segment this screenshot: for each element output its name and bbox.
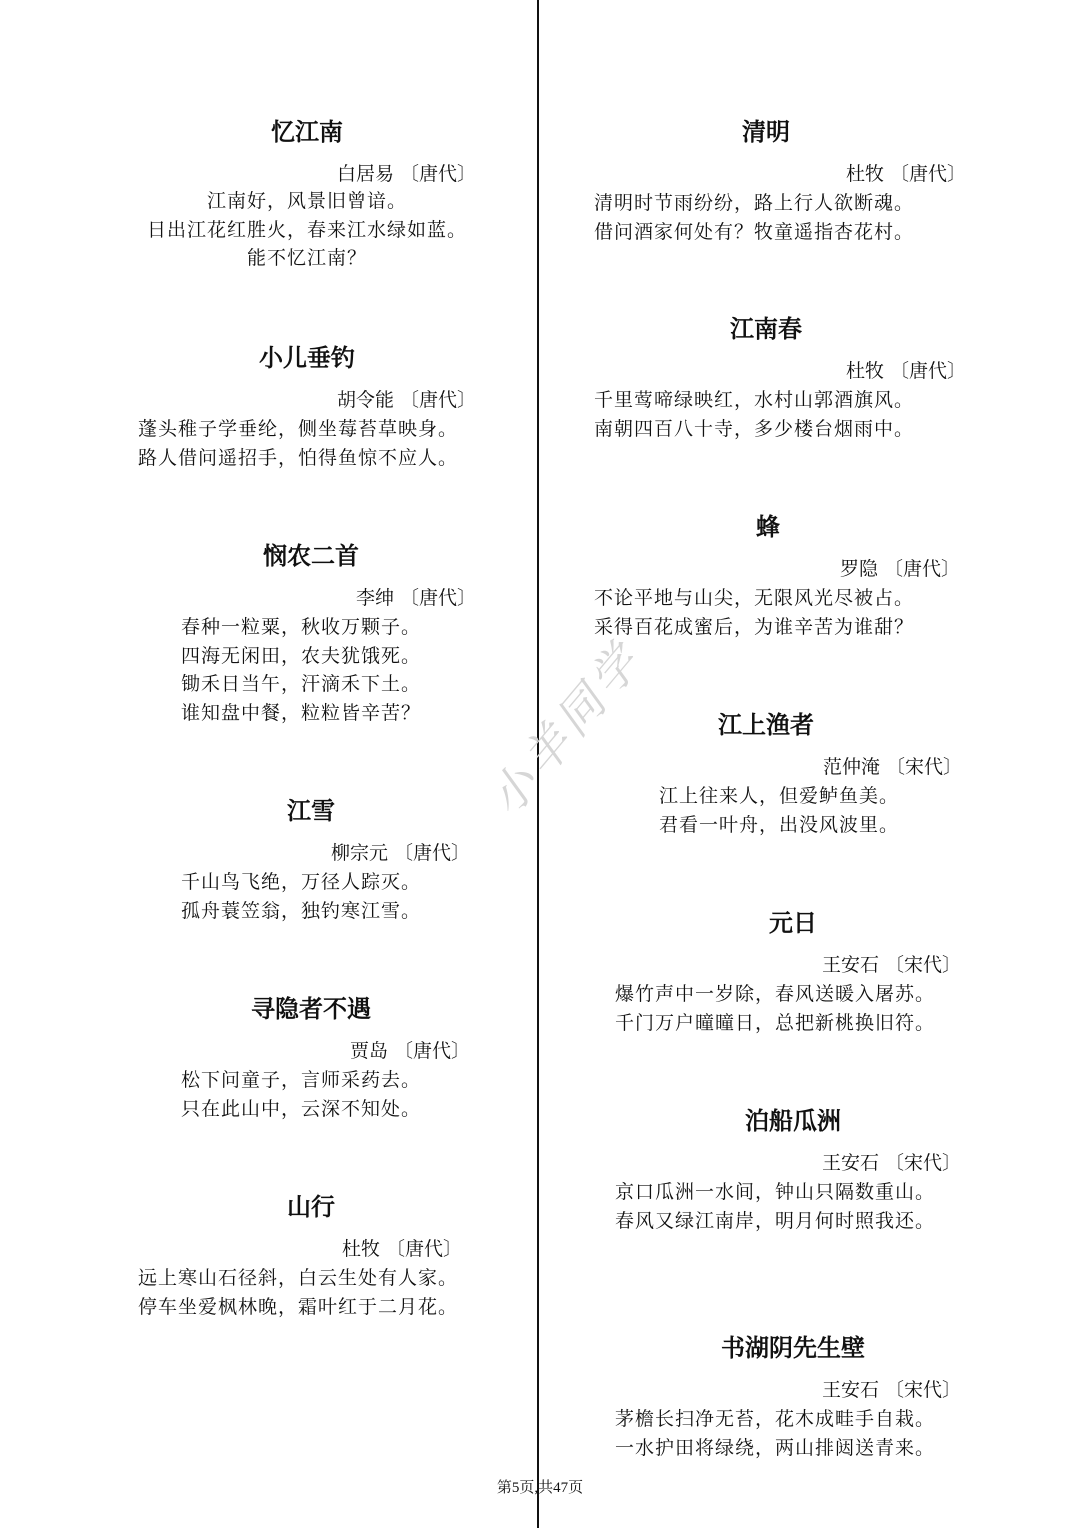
poem-author: 胡令能 〔唐代〕	[336, 389, 476, 411]
poem-lines	[615, 1405, 935, 1462]
poem-line: 茅檐长扫净无苔，花木成畦手自栽。	[615, 1408, 936, 1430]
poem-title: 蜂	[756, 513, 780, 541]
poem-lines	[594, 584, 914, 641]
poem-lines	[181, 1066, 421, 1123]
poem-line: 蓬头稚子学垂纶，侧坐莓苔草映身。	[138, 418, 459, 440]
poem-line: 春种一粒粟，秋收万颗子。	[181, 616, 422, 638]
poem-line: 南朝四百八十寺，多少楼台烟雨中。	[594, 417, 915, 440]
poem-block	[138, 117, 476, 277]
poem-author: 王安石 〔宋代〕	[821, 954, 961, 976]
poem-lines	[615, 980, 935, 1037]
poem-title: 泊船瓜洲	[745, 1107, 841, 1135]
poem-line: 路人借问遥招手，怕得鱼惊不应人。	[138, 446, 459, 469]
poem-author: 范仲淹 〔宋代〕	[822, 756, 962, 778]
poem-author: 贾岛 〔唐代〕	[349, 1040, 470, 1062]
poem-title: 清明	[742, 118, 790, 146]
poem-block	[138, 343, 476, 473]
poem-lines	[181, 613, 421, 727]
poem-line: 谁知盘中餐，粒粒皆辛苦？	[181, 701, 422, 724]
poem-author: 白居易 〔唐代〕	[336, 163, 476, 185]
poem-lines	[138, 415, 458, 472]
poem-lines	[659, 782, 899, 839]
poem-lines	[594, 189, 914, 246]
poem-author: 杜牧 〔唐代〕	[341, 1238, 462, 1260]
poem-line: 孤舟蓑笠翁，独钓寒江雪。	[181, 899, 422, 922]
poem-block	[138, 1192, 476, 1322]
poem-line: 日出江花红胜火，春来江水绿如蓝。	[146, 218, 467, 241]
watermark: 小羊同学	[478, 631, 654, 826]
poem-block	[615, 1106, 961, 1236]
poem-block	[594, 314, 966, 444]
poem-author: 罗隐 〔唐代〕	[839, 558, 960, 580]
poem-line: 君看一叶舟，出没风波里。	[659, 813, 900, 836]
poem-line: 江上往来人，但爱鲈鱼美。	[659, 785, 900, 807]
poem-author: 杜牧 〔唐代〕	[845, 163, 966, 185]
poem-title: 江上渔者	[718, 711, 814, 739]
poem-title: 小儿垂钓	[259, 344, 355, 372]
poem-author: 柳宗元 〔唐代〕	[330, 842, 470, 864]
poem-line: 清明时节雨纷纷，路上行人欲断魂。	[594, 192, 915, 214]
poem-author: 王安石 〔宋代〕	[821, 1379, 961, 1401]
poem-lines	[594, 386, 914, 443]
poem-block	[138, 796, 470, 926]
poem-line: 能不忆江南？	[246, 247, 367, 269]
poem-line: 一水护田将绿绕，两山排闼送青来。	[615, 1436, 936, 1459]
poem-line: 借问酒家何处有？牧童遥指杏花村。	[594, 220, 915, 243]
poem-title: 元日	[769, 909, 817, 937]
poem-title: 江雪	[287, 797, 335, 825]
poem-lines	[615, 1178, 935, 1235]
poem-title: 忆江南	[271, 118, 343, 146]
poem-line: 爆竹声中一岁除，春风送暖入屠苏。	[615, 983, 936, 1005]
poem-line: 只在此山中，云深不知处。	[181, 1097, 422, 1120]
poem-line: 千山鸟飞绝，万径人踪灭。	[181, 871, 422, 893]
poem-line: 停车坐爱枫林晚，霜叶红于二月花。	[138, 1295, 459, 1318]
poem-line: 千门万户曈曈日，总把新桃换旧符。	[615, 1011, 936, 1034]
poem-block	[594, 512, 960, 642]
poem-line: 京口瓜洲一水间，钟山只隔数重山。	[615, 1181, 936, 1203]
poem-line: 千里莺啼绿映红，水村山郭酒旗风。	[594, 389, 915, 411]
poem-block	[615, 1333, 961, 1463]
poem-lines	[138, 1264, 458, 1321]
poem-lines	[181, 868, 421, 925]
poem-author: 王安石 〔宋代〕	[821, 1152, 961, 1174]
poem-title: 山行	[287, 1193, 335, 1221]
poem-author: 李绅 〔唐代〕	[355, 587, 476, 609]
poem-line: 春风又绿江南岸，明月何时照我还。	[615, 1209, 936, 1232]
poem-lines	[138, 187, 476, 273]
poem-title: 书湖阴先生壁	[721, 1334, 865, 1362]
poem-block	[615, 908, 961, 1038]
page-number: 第5页,共47页	[496, 1480, 584, 1496]
poem-line: 松下问童子，言师采药去。	[181, 1069, 422, 1091]
poem-line: 锄禾日当午，汗滴禾下土。	[181, 673, 422, 695]
poem-title: 悯农二首	[263, 542, 359, 570]
poem-block	[138, 994, 470, 1124]
poem-block	[138, 541, 476, 731]
poem-title: 寻隐者不遇	[251, 995, 371, 1023]
poem-author: 杜牧 〔唐代〕	[845, 360, 966, 382]
poem-block	[594, 117, 966, 247]
poem-block	[594, 710, 962, 840]
poem-line: 四海无闲田，农夫犹饿死。	[181, 644, 422, 667]
poem-line: 江南好，风景旧曾谙。	[206, 190, 407, 212]
poem-title: 江南春	[730, 315, 802, 343]
poem-line: 不论平地与山尖，无限风光尽被占。	[594, 587, 915, 609]
poem-line: 采得百花成蜜后，为谁辛苦为谁甜？	[594, 615, 915, 638]
poem-line: 远上寒山石径斜，白云生处有人家。	[138, 1267, 459, 1289]
